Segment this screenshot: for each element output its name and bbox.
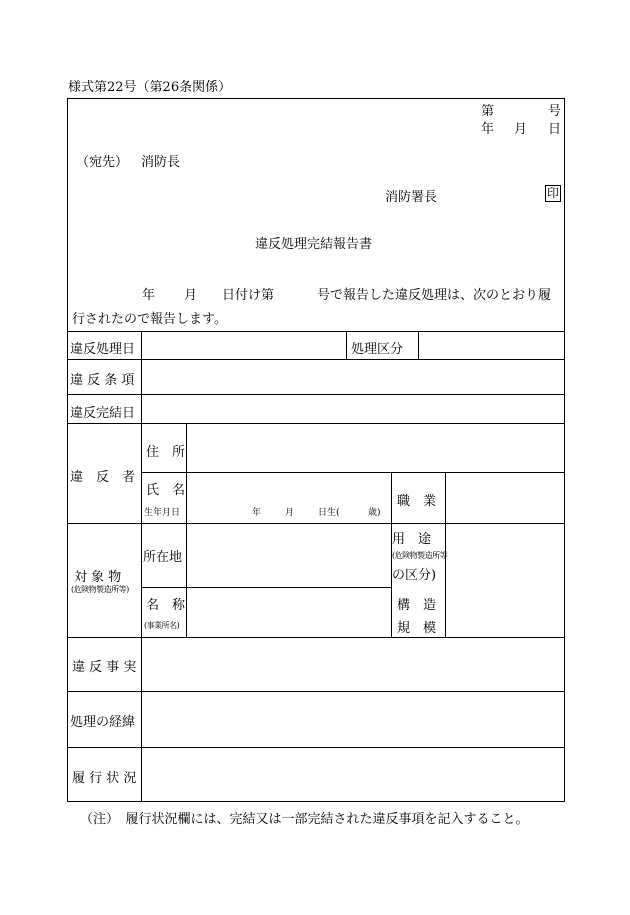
body-line2: 行されたので報告します。	[72, 312, 227, 327]
label-processing-category: 処理区分	[351, 342, 404, 357]
rule	[141, 331, 142, 801]
label-facility-name-sub: (事業所名)	[144, 621, 180, 630]
birth-year: 年	[252, 508, 262, 518]
label-birthdate: 生年月日	[144, 508, 181, 518]
date-day: 日	[548, 122, 562, 137]
body-month: 月	[184, 288, 198, 303]
label-location: 所在地	[143, 550, 183, 565]
label-address: 住 所	[146, 445, 186, 460]
sender: 消防署長	[385, 190, 438, 205]
label-violation-facts: 違 反 事 実	[72, 660, 137, 675]
rule	[346, 331, 347, 359]
body-date-prefix: 日付け第	[222, 288, 275, 303]
label-facility-name: 名 称	[146, 598, 186, 613]
date-year: 年	[481, 122, 495, 137]
number-suffix: 号	[548, 104, 562, 119]
rule	[418, 331, 419, 359]
birth-month: 月	[285, 508, 295, 518]
addressee: 消防長	[141, 155, 181, 170]
label-violation-processing-date: 違反処理日	[70, 342, 136, 357]
seal-mark: 印	[547, 186, 560, 200]
date-month: 月	[514, 122, 528, 137]
rule	[141, 472, 565, 473]
document-title: 違反処理完結報告書	[255, 237, 373, 252]
label-violation-article: 違 反 条 項	[70, 373, 135, 388]
label-target-object-sub: (危険物製造所等)	[71, 585, 129, 594]
label-use-sub: (危険物製造所等	[392, 551, 448, 560]
label-violator: 違 反 者	[70, 470, 136, 485]
label-structure: 構 造	[397, 598, 437, 613]
label-scale: 規 模	[397, 621, 437, 636]
label-fulfillment-status: 履 行 状 況	[72, 771, 137, 786]
body-year: 年	[142, 288, 156, 303]
form-number: 様式第22号（第26条関係）	[68, 80, 232, 95]
addressee-label: （宛先）	[76, 155, 129, 170]
birth-age: 歳)	[368, 508, 381, 518]
footnote: （注） 履行状況欄には、完結又は一部完結された違反事項を記入すること。	[80, 812, 529, 827]
rule	[186, 423, 187, 637]
label-violation-completion-date: 違反完結日	[70, 406, 136, 421]
rule	[141, 587, 391, 588]
label-occupation: 職 業	[397, 494, 437, 509]
label-use: 用 途	[392, 532, 432, 547]
number-prefix: 第	[481, 104, 495, 119]
body-line1: 号で報告した違反処理は、次のとおり履	[317, 288, 552, 303]
label-target-object: 対 象 物	[74, 570, 122, 585]
birth-day: 日生(	[318, 508, 340, 518]
label-use-sub2: の区分)	[392, 568, 437, 583]
label-process-history: 処理の経緯	[70, 715, 136, 730]
label-name: 氏 名	[146, 483, 186, 498]
